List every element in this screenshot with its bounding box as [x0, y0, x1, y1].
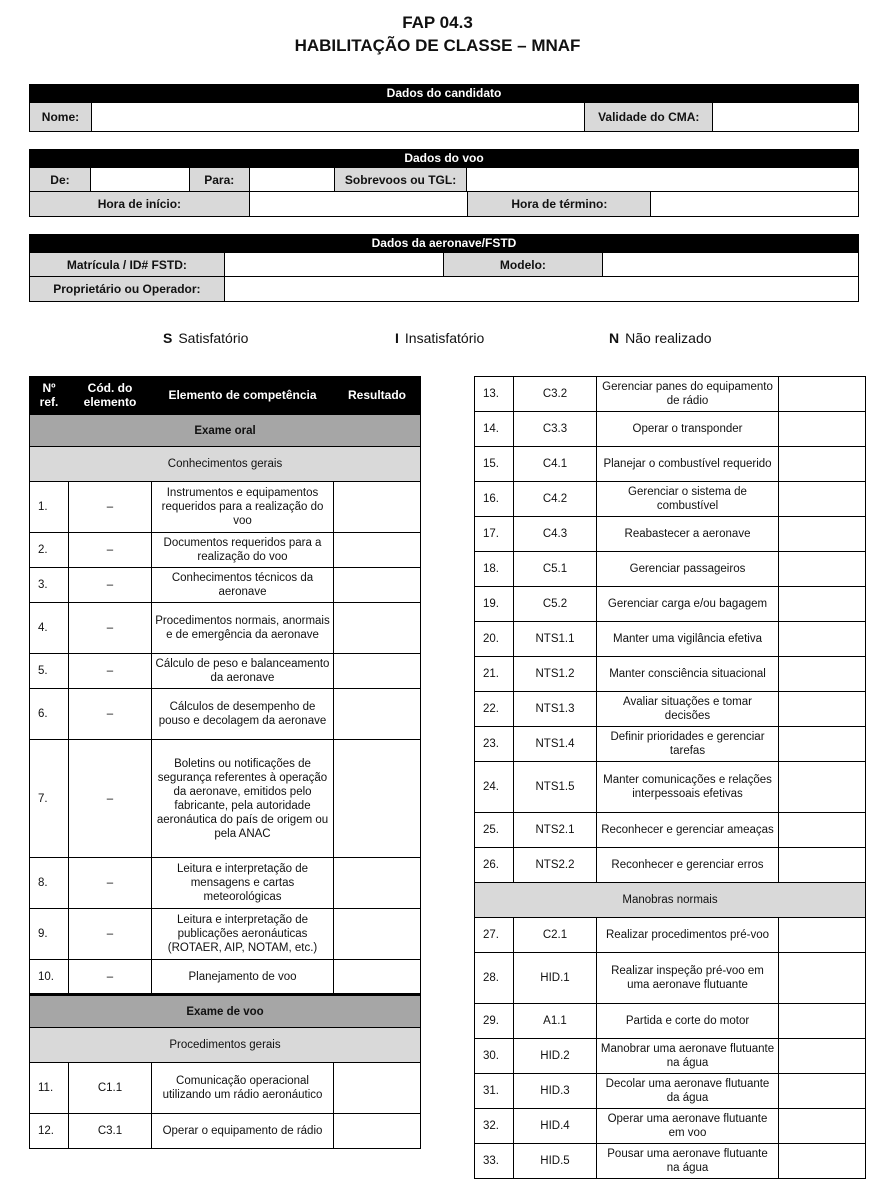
- de-field[interactable]: [91, 168, 190, 191]
- header-cod: Cód. do elemento: [69, 377, 152, 414]
- table-row: [475, 1039, 866, 1074]
- row-element: Manter consciência situacional: [597, 657, 779, 692]
- nome-label: Nome:: [30, 103, 92, 131]
- row-result-field[interactable]: [334, 960, 421, 995]
- row-code: HID.2: [514, 1039, 597, 1074]
- row-code: NTS1.5: [514, 762, 597, 813]
- validade-cma-label: Validade do CMA:: [585, 103, 713, 131]
- row-element: Realizar procedimentos pré-voo: [597, 918, 779, 953]
- row-ref: 8.: [30, 858, 69, 909]
- row-element: Cálculos de desempenho de pouso e decolagem da aeronave: [152, 689, 334, 740]
- form-code: FAP 04.3: [402, 13, 473, 32]
- row-ref: 20.: [475, 622, 514, 657]
- table-row: [475, 692, 866, 727]
- row-result-field[interactable]: [779, 447, 866, 482]
- row-code: NTS2.1: [514, 813, 597, 848]
- row-ref: 31.: [475, 1074, 514, 1109]
- row-code: NTS1.3: [514, 692, 597, 727]
- row-element: Manobrar uma aeronave flutuante na água: [597, 1039, 779, 1074]
- row-code: HID.3: [514, 1074, 597, 1109]
- group-section-header: [30, 1028, 421, 1063]
- row-element: Gerenciar carga e/ou bagagem: [597, 587, 779, 622]
- row-element: Operar o equipamento de rádio: [152, 1114, 334, 1149]
- row-result-field[interactable]: [779, 953, 866, 1004]
- table-row: [30, 654, 421, 689]
- row-ref: 14.: [475, 412, 514, 447]
- row-element: Reconhecer e gerenciar erros: [597, 848, 779, 883]
- row-ref: 11.: [30, 1063, 69, 1114]
- row-result-field[interactable]: [334, 533, 421, 568]
- table-row: [475, 377, 866, 412]
- section-title: Exame de voo: [30, 995, 421, 1028]
- row-element: Leitura e interpretação de publicações aeronáuticas (ROTAER, AIP, NOTAM, etc.): [152, 909, 334, 960]
- hora-inicio-field[interactable]: [250, 192, 469, 216]
- matricula-field[interactable]: [225, 253, 444, 276]
- row-code: C4.3: [514, 517, 597, 552]
- row-code: –: [69, 960, 152, 995]
- row-code: C4.2: [514, 482, 597, 517]
- row-element: Instrumentos e equipamentos requeridos para a realização do voo: [152, 482, 334, 533]
- row-ref: 6.: [30, 689, 69, 740]
- row-result-field[interactable]: [334, 654, 421, 689]
- row-element: Planejar o combustível requerido: [597, 447, 779, 482]
- row-code: –: [69, 482, 152, 533]
- row-code: C3.1: [69, 1114, 152, 1149]
- flight-section: [29, 149, 859, 217]
- row-ref: 10.: [30, 960, 69, 995]
- row-ref: 5.: [30, 654, 69, 689]
- row-code: C4.1: [514, 447, 597, 482]
- row-result-field[interactable]: [779, 692, 866, 727]
- row-result-field[interactable]: [779, 1109, 866, 1144]
- row-element: Leitura e interpretação de mensagens e cartas meteorológicas: [152, 858, 334, 909]
- row-code: C2.1: [514, 918, 597, 953]
- row-result-field[interactable]: [779, 1004, 866, 1039]
- nome-field[interactable]: [92, 103, 585, 131]
- table-row: [30, 533, 421, 568]
- table-row: [475, 1004, 866, 1039]
- matricula-label: Matrícula / ID# FSTD:: [30, 253, 225, 276]
- table-row: [30, 568, 421, 603]
- section-title: Procedimentos gerais: [30, 1028, 421, 1063]
- row-result-field[interactable]: [779, 1144, 866, 1179]
- competence-table-right: [474, 376, 866, 1179]
- proprietario-label: Proprietário ou Operador:: [30, 277, 225, 301]
- table-row: [475, 1109, 866, 1144]
- table-row: [30, 740, 421, 858]
- header-ref: Nº ref.: [30, 377, 69, 414]
- row-result-field[interactable]: [779, 762, 866, 813]
- row-code: –: [69, 909, 152, 960]
- legend-text: Não realizado: [625, 330, 712, 346]
- exam-section-header: [30, 995, 421, 1028]
- table-row: [475, 918, 866, 953]
- row-result-field[interactable]: [334, 482, 421, 533]
- row-result-field[interactable]: [779, 813, 866, 848]
- candidate-section: [29, 84, 859, 132]
- aircraft-section: [29, 234, 859, 302]
- row-result-field[interactable]: [334, 858, 421, 909]
- row-result-field[interactable]: [779, 1039, 866, 1074]
- row-result-field[interactable]: [779, 848, 866, 883]
- row-ref: 9.: [30, 909, 69, 960]
- row-element: Procedimentos normais, anormais e de emergência da aeronave: [152, 603, 334, 654]
- table-row: [475, 657, 866, 692]
- row-ref: 1.: [30, 482, 69, 533]
- row-ref: 2.: [30, 533, 69, 568]
- row-code: C5.2: [514, 587, 597, 622]
- row-ref: 24.: [475, 762, 514, 813]
- row-ref: 15.: [475, 447, 514, 482]
- row-ref: 25.: [475, 813, 514, 848]
- row-result-field[interactable]: [334, 1114, 421, 1149]
- modelo-field[interactable]: [603, 253, 859, 276]
- row-result-field[interactable]: [779, 622, 866, 657]
- row-result-field[interactable]: [779, 552, 866, 587]
- sobrevoos-field[interactable]: [467, 168, 859, 191]
- row-ref: 32.: [475, 1109, 514, 1144]
- row-code: C1.1: [69, 1063, 152, 1114]
- row-result-field[interactable]: [334, 568, 421, 603]
- para-label: Para:: [190, 168, 250, 191]
- hora-termino-label: Hora de término:: [468, 192, 651, 216]
- table-row: [30, 858, 421, 909]
- table-row: [30, 603, 421, 654]
- group-section-header: [30, 447, 421, 482]
- row-element: Realizar inspeção pré-voo em uma aeronave flutuante: [597, 953, 779, 1004]
- row-element: Pousar uma aeronave flutuante na água: [597, 1144, 779, 1179]
- row-ref: 7.: [30, 740, 69, 858]
- row-element: Operar o transponder: [597, 412, 779, 447]
- row-element: Documentos requeridos para a realização do voo: [152, 533, 334, 568]
- row-ref: 13.: [475, 377, 514, 412]
- table-row: [475, 762, 866, 813]
- table-row: [475, 552, 866, 587]
- legend-text: Insatisfatório: [404, 330, 485, 346]
- row-element: Definir prioridades e gerenciar tarefas: [597, 727, 779, 762]
- row-ref: 27.: [475, 918, 514, 953]
- section-title: Exame oral: [30, 414, 421, 447]
- row-code: –: [69, 533, 152, 568]
- row-result-field[interactable]: [779, 412, 866, 447]
- hora-termino-field[interactable]: [651, 192, 859, 216]
- row-element: Gerenciar passageiros: [597, 552, 779, 587]
- row-element: Avaliar situações e tomar decisões: [597, 692, 779, 727]
- table-row: [30, 1114, 421, 1149]
- table-row: [475, 622, 866, 657]
- header-resultado: Resultado: [334, 377, 421, 414]
- legend-code: I: [395, 330, 399, 346]
- table-row: [475, 412, 866, 447]
- row-result-field[interactable]: [779, 1074, 866, 1109]
- row-result-field[interactable]: [779, 587, 866, 622]
- table-row: [30, 689, 421, 740]
- row-result-field[interactable]: [779, 517, 866, 552]
- table-row: [475, 1144, 866, 1179]
- row-code: –: [69, 568, 152, 603]
- row-element: Comunicação operacional utilizando um rádio aeronáutico: [152, 1063, 334, 1114]
- row-code: –: [69, 740, 152, 858]
- legend-code: S: [163, 330, 173, 346]
- row-result-field[interactable]: [779, 377, 866, 412]
- hora-inicio-label: Hora de início:: [30, 192, 250, 216]
- row-result-field[interactable]: [779, 482, 866, 517]
- row-element: Manter uma vigilância efetiva: [597, 622, 779, 657]
- row-ref: 3.: [30, 568, 69, 603]
- competence-table-left: [29, 376, 421, 1149]
- row-code: –: [69, 858, 152, 909]
- table-row: [30, 960, 421, 995]
- row-ref: 16.: [475, 482, 514, 517]
- aircraft-heading: Dados da aeronave/FSTD: [29, 234, 859, 253]
- row-element: Operar uma aeronave flutuante em voo: [597, 1109, 779, 1144]
- row-code: NTS2.2: [514, 848, 597, 883]
- row-code: HID.5: [514, 1144, 597, 1179]
- row-code: NTS1.4: [514, 727, 597, 762]
- row-ref: 33.: [475, 1144, 514, 1179]
- row-element: Planejamento de voo: [152, 960, 334, 995]
- row-code: C5.1: [514, 552, 597, 587]
- legend-code: N: [609, 330, 620, 346]
- legend-insatisfatorio: [395, 330, 484, 346]
- modelo-label: Modelo:: [444, 253, 604, 276]
- candidate-heading: Dados do candidato: [29, 84, 859, 103]
- table-row: [475, 813, 866, 848]
- row-element: Gerenciar o sistema de combustível: [597, 482, 779, 517]
- row-code: NTS1.1: [514, 622, 597, 657]
- row-element: Cálculo de peso e balanceamento da aeronave: [152, 654, 334, 689]
- row-code: C3.2: [514, 377, 597, 412]
- row-ref: 30.: [475, 1039, 514, 1074]
- para-field[interactable]: [250, 168, 335, 191]
- row-element: Reabastecer a aeronave: [597, 517, 779, 552]
- row-ref: 23.: [475, 727, 514, 762]
- header-elemento: Elemento de competência: [152, 377, 334, 414]
- row-ref: 19.: [475, 587, 514, 622]
- de-label: De:: [30, 168, 91, 191]
- row-element: Boletins ou notificações de segurança referentes à operação da aeronave, emitidos pelo fabricante, pela autoridade aeronáutica do país de origem ou pela ANAC: [152, 740, 334, 858]
- row-result-field[interactable]: [334, 1063, 421, 1114]
- validade-cma-field[interactable]: [713, 103, 859, 131]
- row-result-field[interactable]: [334, 909, 421, 960]
- row-code: –: [69, 689, 152, 740]
- table-row: [475, 447, 866, 482]
- row-ref: 4.: [30, 603, 69, 654]
- flight-heading: Dados do voo: [29, 149, 859, 168]
- table-row: [475, 587, 866, 622]
- table-row: [475, 517, 866, 552]
- group-section-header: [475, 883, 866, 918]
- row-code: A1.1: [514, 1004, 597, 1039]
- row-result-field[interactable]: [779, 657, 866, 692]
- table-row: [30, 1063, 421, 1114]
- row-code: HID.4: [514, 1109, 597, 1144]
- table-row: [30, 909, 421, 960]
- table-row: [30, 482, 421, 533]
- sobrevoos-label: Sobrevoos ou TGL:: [335, 168, 468, 191]
- legend-text: Satisfatório: [178, 330, 249, 346]
- row-element: Conhecimentos técnicos da aeronave: [152, 568, 334, 603]
- row-code: HID.1: [514, 953, 597, 1004]
- document-title: [0, 11, 875, 57]
- row-ref: 17.: [475, 517, 514, 552]
- row-element: Manter comunicações e relações interpessoais efetivas: [597, 762, 779, 813]
- row-element: Partida e corte do motor: [597, 1004, 779, 1039]
- row-ref: 18.: [475, 552, 514, 587]
- row-code: –: [69, 603, 152, 654]
- table-row: [475, 482, 866, 517]
- row-element: Reconhecer e gerenciar ameaças: [597, 813, 779, 848]
- row-ref: 29.: [475, 1004, 514, 1039]
- form-title: HABILITAÇÃO DE CLASSE – MNAF: [294, 36, 581, 55]
- row-code: NTS1.2: [514, 657, 597, 692]
- proprietario-field[interactable]: [225, 277, 859, 301]
- row-ref: 21.: [475, 657, 514, 692]
- row-result-field[interactable]: [779, 918, 866, 953]
- row-result-field[interactable]: [334, 603, 421, 654]
- row-result-field[interactable]: [779, 727, 866, 762]
- table-row: [475, 727, 866, 762]
- row-ref: 12.: [30, 1114, 69, 1149]
- row-ref: 28.: [475, 953, 514, 1004]
- legend-satisfatorio: [163, 330, 248, 346]
- row-ref: 26.: [475, 848, 514, 883]
- row-result-field[interactable]: [334, 740, 421, 858]
- legend-nao-realizado: [609, 330, 712, 346]
- row-ref: 22.: [475, 692, 514, 727]
- table-row: [475, 848, 866, 883]
- section-title: Conhecimentos gerais: [30, 447, 421, 482]
- row-result-field[interactable]: [334, 689, 421, 740]
- row-code: –: [69, 654, 152, 689]
- table-row: [475, 953, 866, 1004]
- exam-section-header: [30, 414, 421, 447]
- section-title: Manobras normais: [475, 883, 866, 918]
- row-code: C3.3: [514, 412, 597, 447]
- row-element: Gerenciar panes do equipamento de rádio: [597, 377, 779, 412]
- row-element: Decolar uma aeronave flutuante da água: [597, 1074, 779, 1109]
- table-row: [475, 1074, 866, 1109]
